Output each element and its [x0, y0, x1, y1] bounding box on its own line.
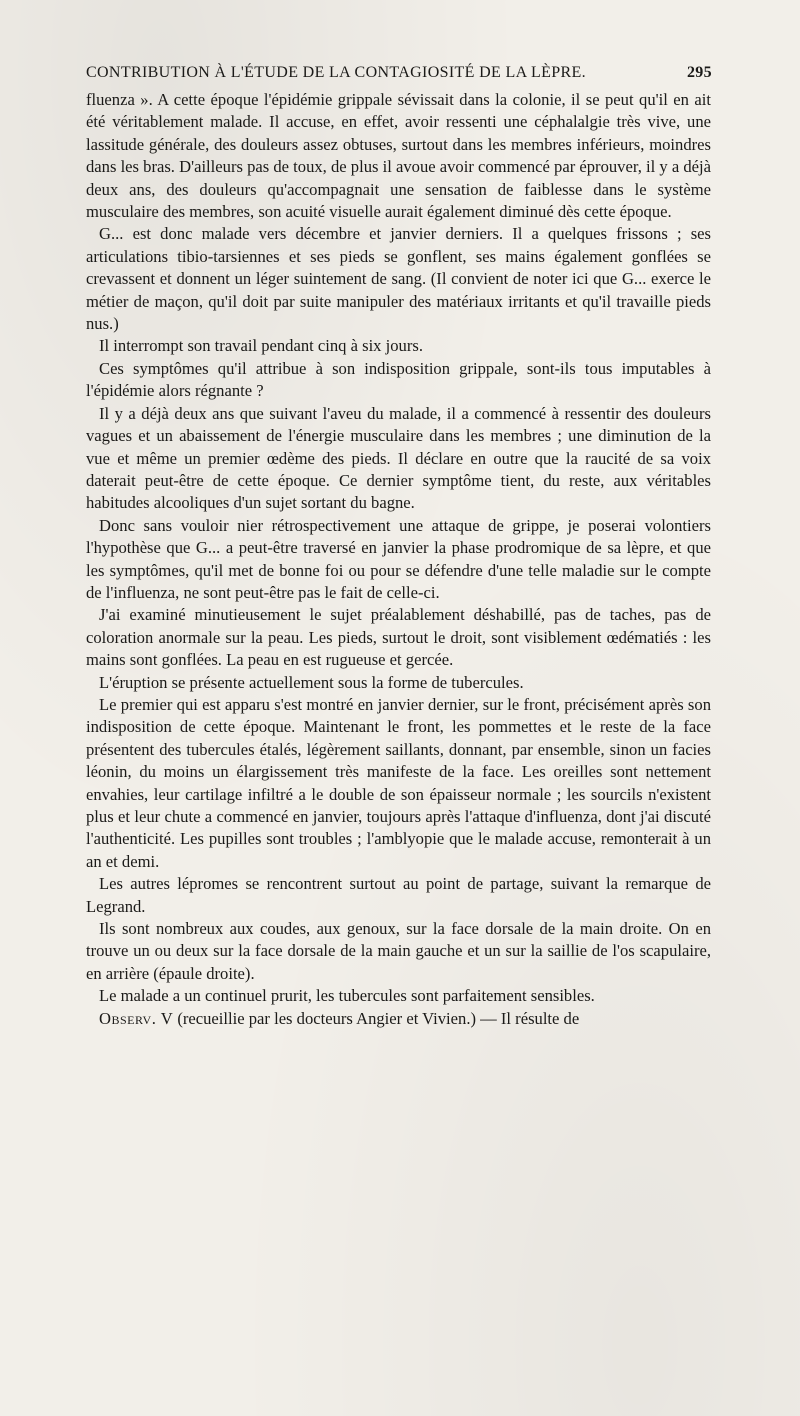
paragraph-3: Il interrompt son travail pendant cinq à six jours.: [99, 336, 423, 356]
body-text: [86, 89, 711, 1030]
paragraph-7: J'ai examiné minutieusement le sujet préalablement déshabillé, pas de taches, pas de coloration anormale sur la peau. Les pieds, surtout le droit, sont visiblement œdématiés : les mains sont gonflées. La peau en est rugueuse et gercée.: [86, 605, 711, 670]
paragraph-12: Le malade a un continuel prurit, les tubercules sont parfaitement sensibles.: [99, 986, 595, 1006]
paragraph-6: Donc sans vouloir nier rétrospectivement une attaque de grippe, je poserai volontiers l'hypothèse que G... a peut-être traversé en janvier la phase prodromique de sa lèpre, et que les symptômes, qu'il met de bonne foi ou pour se défendre d'une telle maladie sur le compte de l'influenza, ne sont peut-être pas le fait de celle-ci.: [86, 515, 711, 602]
paragraph-2: G... est donc malade vers décembre et janvier derniers. Il a quelques frissons ; ses articulations tibio-tarsiennes et ses pieds se gonflent, ses mains également gonflées se crevassent et donnent un léger suintement de sang. (Il convient de noter ici que G... exerce le métier de maçon, qu'il doit par suite manipuler des matériaux irritants et qu'il travaille pieds nus.): [86, 224, 711, 334]
observation-line: [86, 1008, 711, 1030]
paragraph-9: Le premier qui est apparu s'est montré en janvier dernier, sur le front, précisément après son indisposition de cette époque. Maintenant le front, les pommettes et le reste de la face présentent des tubercules étalés, légèrement saillants, donnant, par ensemble, sinon un facies léonin, du moins un élargissement très manifeste de la face. Les oreilles sont nettement envahies, leur cartilage infiltré a le double de son épaisseur normale ; les sourcils n'existent plus et leur chute a commencé en janvier, toujours après l'attaque d'influenza, dont j'ai discuté l'authenticité. Les pupilles sont troubles ; l'amblyopie que le malade accuse, remonterait à un an et demi.: [86, 694, 711, 871]
running-head: [86, 64, 712, 86]
paragraph-10: Les autres lépromes se rencontrent surtout au point de partage, suivant la remarque de Legrand.: [86, 874, 711, 916]
observation-text: (recueillie par les docteurs Angier et Vivien.) — Il résulte de: [177, 1008, 580, 1028]
paragraph-4: Ces symptômes qu'il attribue à son indisposition grippale, sont-ils tous imputables à l'épidémie alors régnante ?: [86, 358, 711, 401]
observation-label: Observ. V: [99, 1008, 174, 1028]
paragraph-8: L'éruption se présente actuellement sous la forme de tubercules.: [99, 672, 524, 692]
paragraph-11: Ils sont nombreux aux coudes, aux genoux, sur la face dorsale de la main droite. On en trouve un ou deux sur la face dorsale de la main gauche et un sur la saillie de l'os scapulaire, en arrière (épaule droite).: [86, 919, 711, 983]
page-number: 295: [686, 64, 712, 81]
paragraph-1: fluenza ». A cette époque l'épidémie grippale sévissait dans la colonie, il se peut qu'il en ait été véritablement malade. Il accuse, en effet, avoir ressenti une céphalalgie très vive, une lassitude générale, des douleurs assez obtuses, surtout dans les membres inférieurs, moindres dans les bras. D'ailleurs pas de toux, de plus il avoue avoir commencé par éprouver, il y a déjà deux ans, des douleurs qu'accompagnait une sensation de faiblesse dans le système musculaire des membres, son acuité visuelle aurait également diminué dès cette époque.: [86, 90, 711, 222]
running-head-title: CONTRIBUTION À L'ÉTUDE DE LA CONTAGIOSITÉ DE LA LÈPRE.: [86, 64, 587, 81]
paragraph-5: Il y a déjà deux ans que suivant l'aveu du malade, il a commencé à ressentir des douleurs vagues et un abaissement de l'énergie musculaire dans les membres ; une diminution de la vue et même un premier œdème des pieds. Il déclare en outre que la raucité de sa voix daterait peut-être de cette époque. Ce dernier symptôme tient, du reste, aux véritables habitudes alcooliques d'un sujet sortant du bagne.: [86, 403, 711, 513]
